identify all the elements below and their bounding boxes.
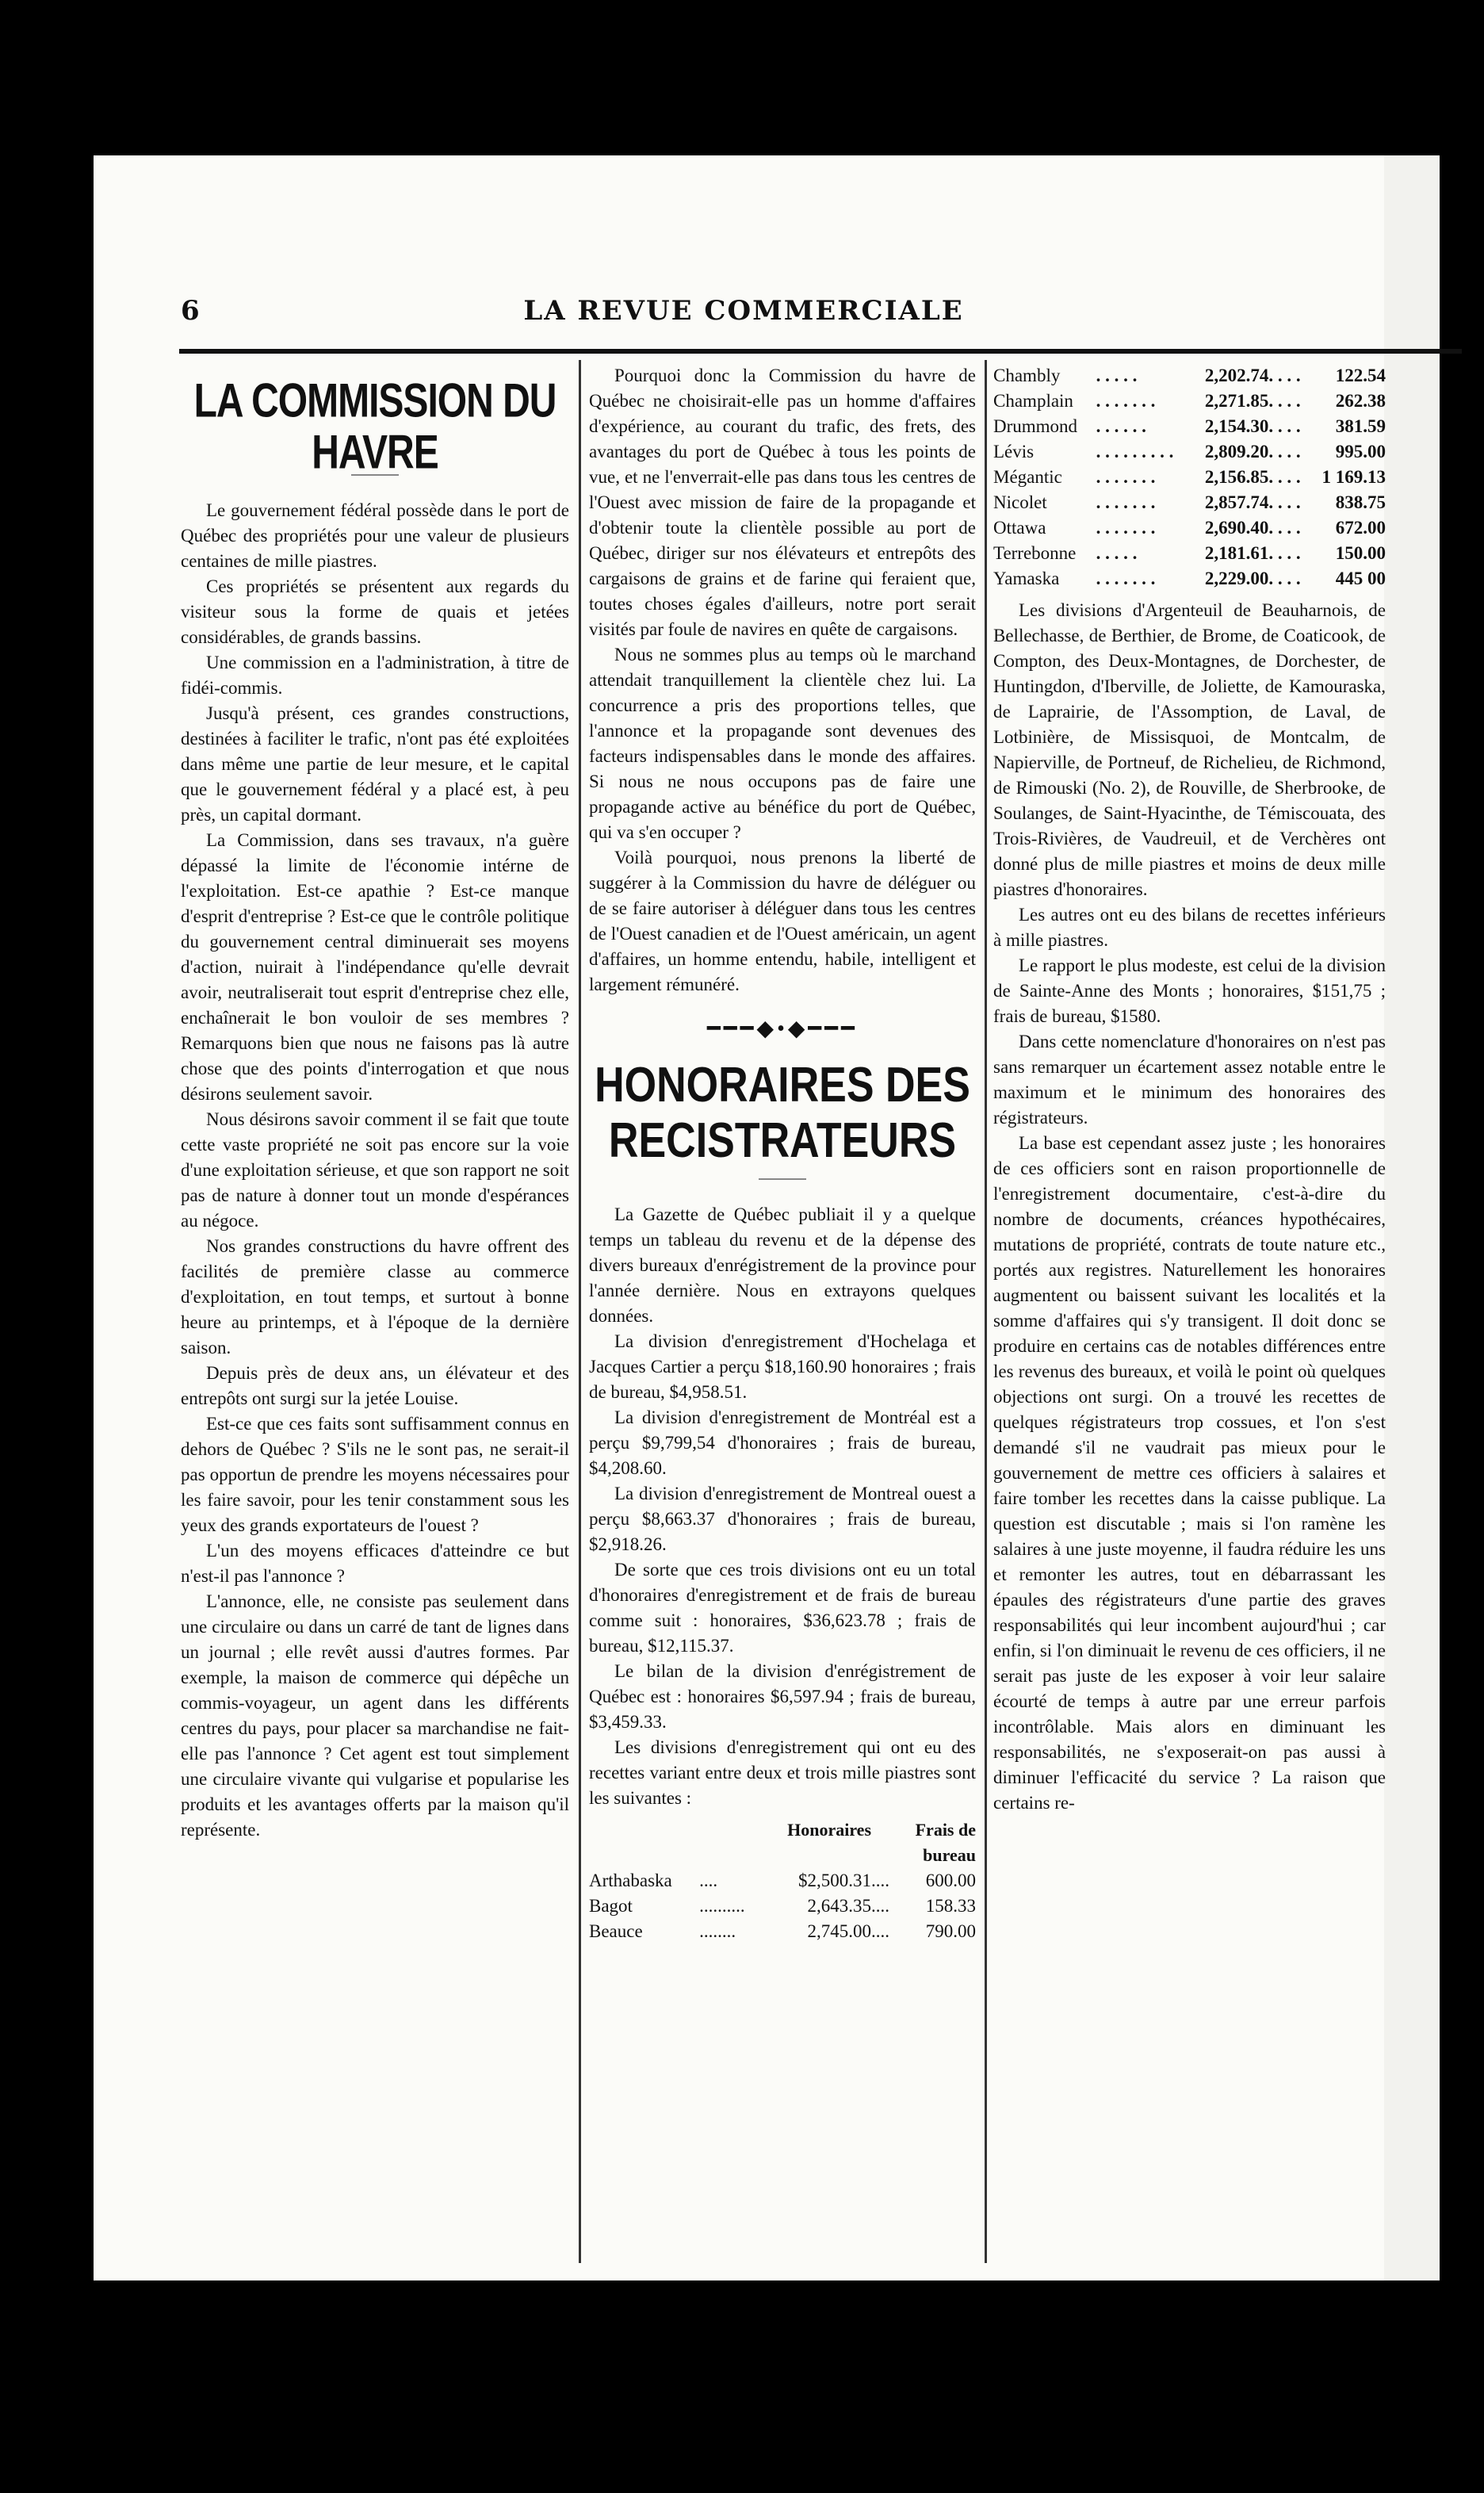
row-dots: .......... <box>699 1896 745 1916</box>
paragraph: De sorte que ces trois divisions ont eu un total d'honoraires d'enregistrement et de frais de bureau comme suit : honoraires, $36,623.78 ; frais de bureau, $12,115.37. <box>589 1560 976 1656</box>
row-dots: . . . . <box>1268 492 1301 512</box>
registrar-fees-table <box>589 1817 976 1944</box>
row-dots: . . . . <box>1268 467 1301 487</box>
row-dots: . . . . <box>1268 518 1301 538</box>
row-dots: ........ <box>699 1921 736 1941</box>
table-row <box>993 389 1386 414</box>
registrar-fees-table-continued <box>993 363 1386 592</box>
row-dots: . . . . <box>1268 569 1301 588</box>
row-frais: 838.75 <box>1335 492 1386 512</box>
newspaper-page <box>94 155 1394 2280</box>
row-dots: . . . . . . <box>1096 416 1146 436</box>
table-row <box>993 566 1386 592</box>
paragraph: Voilà pourquoi, nous prenons la liberté de suggérer à la Commission du havre de déléguer ou de se faire autoriser à déléguer dans tous les centres de l'Ouest canadien et de l'Ouest américain, un agent d'affaires, un homme entendu, habile, intelligent et largement rémunéré. <box>589 848 976 994</box>
row-dots: . . . . . . . <box>1096 518 1156 538</box>
row-frais: 262.38 <box>1335 391 1386 411</box>
table-row <box>993 541 1386 566</box>
row-honoraires: 2,809.20 <box>1204 442 1269 461</box>
paragraph: Une commission en a l'administration, à titre de fidéi-commis. <box>181 653 569 698</box>
paragraph: Les autres ont eu des bilans de recettes inférieurs à mille piastres. <box>993 905 1386 950</box>
paragraph: La Gazette de Québec publiait il y a quelque temps un tableau du revenu et de la dépense des divers bureaux d'enrégistrement de la province pour l'année dernière. Nous en extrayons quelques données. <box>589 1204 976 1326</box>
paragraph: La base est cependant assez juste ; les honoraires de ces officiers sont en raison proportionnelle de l'enregistrement documentaire, c'est-à-dire du nombre de documents, créances hypothécaires, mutations de propriété, contrats de toute nature etc., portés aux registres. Naturellement les honoraires augmentent ou baissent suivant les localités et la somme d'affaires qui s'y transigent. Il doit donc se produire en certains cas de notables différences entre les revenus des bureaux, et voilà le point où quelques objections ont surgi. On a trouvé les recettes de quelques régistrateurs trop cossues, et l'on s'est demandé s'il ne vaudrait pas mieux pour le gouvernement de mettre ces officiers à salaires et faire tomber les recettes dans la caisse publique. La question est discutable ; mais si l'on ramène les salaires à une juste moyenne, il faudra réduire les uns et remonter les autres, tout en débarrassant les épaules des régistrateurs d'une partie des graves responsabilités qui leur incombent aujourd'hui ; car enfin, si l'on diminuait le revenu de ces officiers, il ne serait pas juste de les exposer à voir leur salaire écourté de temps à autre par une erreur parfois incontrôlable. Mais alors en diminuant les responsabilités, ne s'exposerait-on pas aussi à diminuer l'efficacité du service ? La raison que certains re- <box>993 1133 1386 1813</box>
row-dots: . . . . <box>1268 416 1301 436</box>
paragraph: Les divisions d'Argenteuil de Beauharnois, de Bellechasse, de Berthier, de Brome, de Coaticook, de Compton, des Deux-Montagnes, de Dorchester, de Huntingdon, d'Iberville, de Joliette, de Kamouraska, de Laprairie, de l'Assomption, de Laval, de Lotbinière, de Missisquoi, de Montcalm, de Napierville, de Portneuf, de Richelieu, de Richmond, de Rimouski (No. 2), de Rouville, de Sherbrooke, de Soulanges, de Saint-Hyacinthe, de Témiscouata, des Trois-Rivières, de Vaudreuil, et de Verchères ont donné plus de mille piastres et moins de deux mille piastres d'honoraires. <box>993 600 1386 899</box>
row-dots: .... <box>699 1871 718 1890</box>
row-dots: . . . . <box>1268 366 1301 385</box>
row-dots: . . . . . <box>1096 543 1138 563</box>
table-row <box>589 1894 976 1919</box>
row-name: Nicolet <box>993 492 1047 512</box>
row-dots: . . . . . . . <box>1096 391 1156 411</box>
row-frais: 150.00 <box>1335 543 1386 563</box>
row-dots: . . . . . . . <box>1096 492 1156 512</box>
row-frais: 672.00 <box>1335 518 1386 538</box>
paragraph: Pourquoi donc la Commission du havre de Québec ne choisirait-elle pas un homme d'affaires d'expérience, au courant du trafic, des frets, des avantages du port de Québec à tous les points de vue, et ne l'enverrait-elle pas dans tous les centres de l'Ouest avec mission de faire de la propagande et d'obtenir toute la clientèle possible au port de Québec, diriger sur nos élévateurs et entrepôts des cargaisons de grains et de farine qui feraient que, toutes choses égales d'ailleurs, notre port serait visités par foule de navires en quête de cargaisons. <box>589 366 976 639</box>
paragraph: Nous désirons savoir comment il se fait que toute cette vaste propriété ne soit pas encore sur la voie d'une exploitation sérieuse, et que son rapport ne soit pas de nature à donner tout un monde d'espérances au négoce. <box>181 1109 569 1231</box>
section-ornament: ━━━◆•◆━━━ <box>706 1017 858 1041</box>
paragraph: Dans cette nomenclature d'honoraires on n'est pas sans remarquer un écartement assez notable entre le maximum et le minimum des honoraires des régistrateurs. <box>993 1032 1386 1128</box>
page-edge <box>1384 155 1440 2280</box>
row-honoraires: 2,202.74 <box>1204 366 1269 385</box>
column-divider <box>985 360 987 2263</box>
row-honoraires: 2,154.30 <box>1204 416 1269 436</box>
row-dots: . . . . . . . <box>1096 569 1156 588</box>
row-name: Arthabaska <box>589 1871 672 1890</box>
column-divider <box>579 360 581 2263</box>
row-name: Yamaska <box>993 569 1060 588</box>
row-honoraires: 2,690.40 <box>1204 518 1269 538</box>
row-dots: . . . . <box>1268 391 1301 411</box>
table-row <box>993 490 1386 515</box>
row-frais: 122.54 <box>1335 366 1386 385</box>
column-2 <box>589 363 976 1944</box>
header-honoraires: Honoraires <box>787 1820 872 1840</box>
row-dots: .... <box>871 1871 890 1890</box>
article-title: LA COMMISSION DU HAVRE <box>193 374 556 479</box>
paragraph: L'un des moyens efficaces d'atteindre ce but n'est-il pas l'annonce ? <box>181 1541 569 1586</box>
table-header <box>589 1817 976 1843</box>
paragraph: L'annonce, elle, ne consiste pas seulement dans une circulaire ou dans un carré de tant de lignes dans un journal ; elle revêt aussi d'autres formes. Par exemple, la maison de commerce qui dépêche un commis-voyageur, un agent dans les différents centres du pays, pour placer sa marchandise ne fait-elle pas l'annonce ? Cet agent est tout simplement une circulaire vivante qui vulgarise et popularise les produits et les avantages offerts par la maison qu'il représente. <box>181 1591 569 1840</box>
row-name: Chambly <box>993 366 1061 385</box>
row-dots: . . . . . <box>1096 366 1138 385</box>
row-frais: 1 169.13 <box>1321 467 1386 487</box>
table-row <box>993 414 1386 439</box>
row-honoraires: 2,745.00 <box>807 1921 872 1941</box>
row-name: Drummond <box>993 416 1078 436</box>
row-dots: . . . . . . . <box>1096 467 1156 487</box>
row-dots: .... <box>871 1921 890 1941</box>
row-frais: 445 00 <box>1335 569 1386 588</box>
paragraph: Le rapport le plus modeste, est celui de la division de Sainte-Anne des Monts ; honoraires, $151,75 ; frais de bureau, $1580. <box>993 955 1386 1026</box>
column-1 <box>181 363 569 1843</box>
title-rule <box>759 1178 806 1180</box>
row-honoraires: 2,229.00 <box>1204 569 1269 588</box>
table-row <box>993 515 1386 541</box>
row-name: Terrebonne <box>993 543 1077 563</box>
table-row <box>589 1868 976 1894</box>
table-row <box>993 465 1386 490</box>
paragraph: Nos grandes constructions du havre offrent des facilités de première classe au commerce d'exploitation, en tout temps, et surtout à bonne heure au printemps, et à l'époque de la dernière saison. <box>181 1236 569 1358</box>
article-title: HONORAIRES DES RECISTRATEURS <box>595 1058 970 1169</box>
table-row <box>589 1919 976 1944</box>
running-title: LA REVUE COMMERCIALE <box>523 295 964 327</box>
row-honoraires: 2,156.85 <box>1204 467 1269 487</box>
row-name: Ottawa <box>993 518 1046 538</box>
row-name: Bagot <box>589 1896 633 1916</box>
row-honoraires: 2,857.74 <box>1204 492 1269 512</box>
header-frais: Frais de <box>915 1820 976 1840</box>
paragraph: La division d'enregistrement de Montreal ouest a perçu $8,663.37 d'honoraires ; frais de bureau, $2,918.26. <box>589 1484 976 1554</box>
column-3 <box>993 363 1386 1816</box>
row-frais: 600.00 <box>925 1871 976 1890</box>
row-honoraires: 2,181.61 <box>1204 543 1269 563</box>
row-frais: 381.59 <box>1335 416 1386 436</box>
paragraph: Les divisions d'enregistrement qui ont eu des recettes variant entre deux et trois mille piastres sont les suivantes : <box>589 1737 976 1808</box>
row-name: Lévis <box>993 442 1035 461</box>
table-row <box>993 363 1386 389</box>
row-name: Beauce <box>589 1921 643 1941</box>
page-number: 6 <box>181 295 200 327</box>
paragraph: Est-ce que ces faits sont suffisamment connus en dehors de Québec ? S'ils ne le sont pas, ne serait-il pas opportun de prendre les moyens nécessaires pour les faire savoir, pour les tenir constamment sous les yeux des grands exportateurs de l'ouest ? <box>181 1414 569 1535</box>
paragraph: Le bilan de la division d'enrégistrement de Québec est : honoraires $6,597.94 ; frais de bureau, $3,459.33. <box>589 1661 976 1732</box>
paragraph: La division d'enregistrement d'Hochelaga et Jacques Cartier a perçu $18,160.90 honoraires ; frais de bureau, $4,958.51. <box>589 1331 976 1402</box>
paragraph: La Commission, dans ses travaux, n'a guère dépassé la limite de l'économie intérne de l'exploitation. Est-ce apathie ? Est-ce manque d'esprit d'entreprise ? Est-ce que le contrôle politique du gouvernement central diminuerait ses moyens d'action, nuirait à l'indépendance qu'elle devrait avoir, neutraliserait tout esprit d'entreprise chez elle, enchaînerait le bon vouloir de ses membres ? Remarquons bien que nous ne faisons pas là autre chose que des points d'interrogation et que nous désirons seulement savoir. <box>181 830 569 1104</box>
paragraph: Jusqu'à présent, ces grandes constructions, destinées à faciliter le trafic, n'ont pas été exploitées dans même une partie de leur mesure, et le capital que le gouvernement fédéral y a placé est, à peu près, un capital dormant. <box>181 703 569 825</box>
row-frais: 995.00 <box>1335 442 1386 461</box>
row-dots: . . . . . . . . . <box>1096 442 1174 461</box>
row-dots: . . . . <box>1268 442 1301 461</box>
paragraph: Nous ne sommes plus au temps où le marchand attendait tranquillement la clientèle chez lui. La concurrence a pris des proportions telles, que l'annonce et la propagande sont devenues des facteurs indispensables dans le monde des affaires. Si nous ne nous occupons pas de faire une propagande active au bénéfice du port de Québec, qui va s'en occuper ? <box>589 645 976 842</box>
row-dots: .... <box>871 1896 890 1916</box>
paragraph: Ces propriétés se présentent aux regards du visiteur sous la forme de quais et jetées considérables, de grands bassins. <box>181 576 569 647</box>
row-name: Mégantic <box>993 467 1062 487</box>
header-frais-2: bureau <box>923 1845 976 1865</box>
paragraph: La division d'enregistrement de Montréal est a perçu $9,799,54 d'honoraires ; frais de bureau, $4,208.60. <box>589 1407 976 1478</box>
row-honoraires: 2,271.85 <box>1204 391 1269 411</box>
paragraph: Depuis près de deux ans, un élévateur et des entrepôts ont surgi sur la jetée Louise. <box>181 1363 569 1408</box>
row-honoraires: 2,643.35 <box>807 1896 872 1916</box>
table-header <box>589 1843 976 1868</box>
row-frais: 158.33 <box>925 1896 976 1916</box>
row-name: Champlain <box>993 391 1073 411</box>
row-honoraires: $2,500.31 <box>798 1871 872 1890</box>
row-dots: . . . . <box>1268 543 1301 563</box>
header-rule <box>179 349 1462 354</box>
row-frais: 790.00 <box>925 1921 976 1941</box>
table-row <box>993 439 1386 465</box>
paragraph: Le gouvernement fédéral possède dans le port de Québec des propriétés pour une valeur de plusieurs centaines de mille piastres. <box>181 500 569 571</box>
